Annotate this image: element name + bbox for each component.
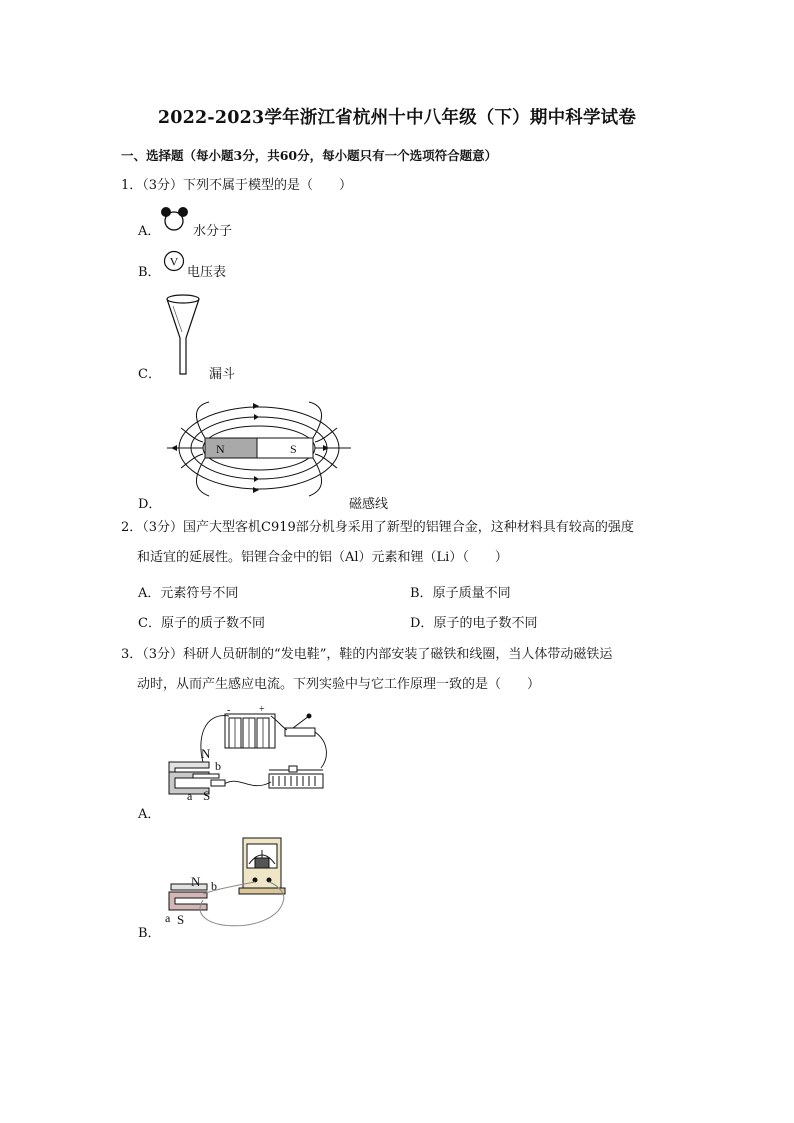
- option-text: 原子的质子数不同: [160, 616, 265, 631]
- conductor-b-label: b: [211, 879, 217, 893]
- section-heading: 一、选择题（每小题3分，共60分，每小题只有一个选项符合题意）: [121, 148, 498, 163]
- page-title: 2022-2023学年浙江省杭州十中八年级（下）期中科学试卷: [157, 108, 637, 128]
- pole-n-label: N: [216, 442, 225, 456]
- q3-option-b-letter: B．: [138, 926, 161, 941]
- option-letter: D．: [410, 616, 434, 631]
- voltmeter-symbol-icon: [163, 250, 187, 274]
- water-molecule-icon: [160, 204, 196, 236]
- funnel-icon: [163, 292, 203, 378]
- question-3: [121, 645, 681, 695]
- question-2: [121, 518, 681, 568]
- magnet-n-label: N: [201, 746, 211, 761]
- motor-experiment-diagram: [163, 702, 333, 806]
- q2-option-c: [138, 612, 265, 631]
- option-c-letter: C．: [138, 367, 161, 382]
- option-text: 原子质量不同: [432, 586, 511, 601]
- option-b-letter: B．: [138, 265, 161, 280]
- conductor-a-label: a: [187, 789, 193, 803]
- q3-option-a-letter: A．: [138, 807, 161, 822]
- option-a-letter: A．: [138, 224, 161, 239]
- magnet-n-label: N: [191, 874, 201, 889]
- question-number: 3．: [121, 647, 143, 662]
- question-1: [121, 176, 352, 196]
- question-number: 1．: [121, 178, 143, 193]
- question-stem-line-1: （3分）科研人员研制的“发电鞋”，鞋的内部安装了磁铁和线圈，当人体带动磁铁运: [142, 647, 613, 662]
- question-stem-line-2: 和适宜的延展性。铝锂合金中的铝（Al）元素和锂（Li）（ ）: [137, 550, 508, 565]
- voltmeter-letter: V: [169, 254, 179, 269]
- pole-s-label: S: [290, 442, 297, 456]
- conductor-b-label: b: [215, 759, 221, 773]
- option-text: 原子的电子数不同: [433, 616, 538, 631]
- question-stem-line-2: 动时，从而产生感应电流。下列实验中与它工作原理一致的是（ ）: [137, 677, 541, 692]
- q2-option-d: [410, 612, 537, 631]
- option-c-text: 漏斗: [209, 367, 236, 382]
- conductor-a-label: a: [165, 911, 171, 925]
- q2-option-a: [138, 582, 238, 601]
- magnet-s-label: S: [177, 912, 185, 927]
- option-text: 元素符号不同: [160, 586, 239, 601]
- question-stem-line-1: （3分）国产大型客机C919部分机身采用了新型的铝锂合金，这种材料具有较高的强度: [142, 520, 634, 535]
- question-stem: （3分）下列不属于模型的是（ ）: [142, 178, 353, 193]
- battery-minus-label: -: [227, 705, 231, 716]
- option-letter: C．: [138, 616, 161, 631]
- q2-option-b: [410, 582, 511, 601]
- option-d-text: 磁感线: [349, 497, 389, 512]
- option-letter: A．: [138, 586, 161, 601]
- option-letter: B．: [410, 586, 433, 601]
- option-d-letter: D．: [138, 497, 162, 512]
- magnetic-field-lines-diagram: [163, 398, 353, 500]
- battery-plus-label: +: [259, 704, 265, 715]
- question-number: 2．: [121, 520, 143, 535]
- electromagnetic-induction-diagram: [163, 832, 303, 932]
- option-b-text: 电压表: [187, 265, 227, 280]
- magnet-s-label: S: [203, 788, 211, 803]
- option-a-text: 水分子: [193, 224, 233, 239]
